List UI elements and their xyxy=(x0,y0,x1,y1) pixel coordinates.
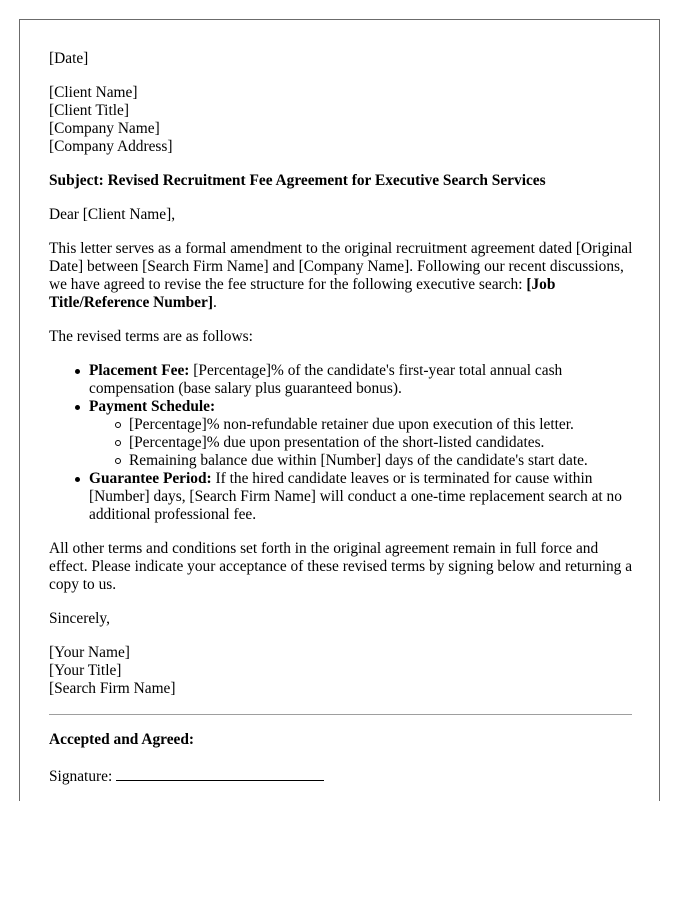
payment-schedule-label: Payment Schedule: xyxy=(89,398,216,415)
sender-block xyxy=(49,644,635,698)
terms-intro: The revised terms are as follows: xyxy=(49,328,253,345)
payment-item: [Percentage]% non-refundable retainer due upon execution of this letter. xyxy=(129,416,635,434)
term-placement-fee xyxy=(89,362,635,398)
intro-paragraph xyxy=(49,240,635,312)
guarantee-period-label: Guarantee Period: xyxy=(89,470,212,487)
recipient-title: [Client Title] xyxy=(49,102,129,119)
guarantee-period-text: If the hired candidate leaves or is terminated for cause within [Number] days, [Search Firm Name] will conduct a one-time replacement search at no additional professional fee. xyxy=(89,470,622,523)
sender-title: [Your Title] xyxy=(49,662,122,679)
payment-schedule-list xyxy=(89,416,635,470)
intro-text: This letter serves as a formal amendment to the original recruitment agreement dated [Original Date] between [Search Firm Name] and [Company Name]. Following our recent discussions, we have agreed to revise the fee structure for the following executive search: xyxy=(49,240,633,293)
recipient-address-block xyxy=(49,84,635,156)
closing: Sincerely, xyxy=(49,610,110,627)
term-guarantee-period xyxy=(89,470,635,524)
section-divider xyxy=(49,714,632,715)
payment-item: [Percentage]% due upon presentation of the short-listed candidates. xyxy=(129,434,635,452)
closing-paragraph: All other terms and conditions set forth in the original agreement remain in full force and effect. Please indicate your acceptance of these revised terms by signing below and returning a copy to us. xyxy=(49,540,633,593)
letter-body xyxy=(49,50,635,801)
subject-text: Subject: Revised Recruitment Fee Agreement for Executive Search Services xyxy=(49,172,546,189)
term-payment-schedule xyxy=(89,398,635,470)
job-reference: [Job Title/Reference Number] xyxy=(49,276,556,311)
recipient-address: [Company Address] xyxy=(49,138,173,155)
subject-line xyxy=(49,172,635,190)
sender-name: [Your Name] xyxy=(49,644,130,661)
acceptance-heading xyxy=(49,731,635,749)
letter-page xyxy=(19,19,660,801)
placement-fee-label: Placement Fee: xyxy=(89,362,190,379)
signature-row xyxy=(49,765,635,786)
recipient-name: [Client Name] xyxy=(49,84,138,101)
recipient-company: [Company Name] xyxy=(49,120,160,137)
acceptance-heading-text: Accepted and Agreed: xyxy=(49,731,195,748)
placement-fee-text: [Percentage]% of the candidate's first-year total annual cash compensation (base salary plus guaranteed bonus). xyxy=(89,362,563,397)
payment-item: Remaining balance due within [Number] days of the candidate's start date. xyxy=(129,452,635,470)
intro-end: . xyxy=(212,294,217,311)
signature-label: Signature: xyxy=(49,768,113,785)
signature-line[interactable] xyxy=(116,765,324,781)
letter-date: [Date] xyxy=(49,50,89,67)
salutation: Dear [Client Name], xyxy=(49,206,176,223)
terms-list xyxy=(49,362,635,524)
sender-firm: [Search Firm Name] xyxy=(49,680,176,697)
